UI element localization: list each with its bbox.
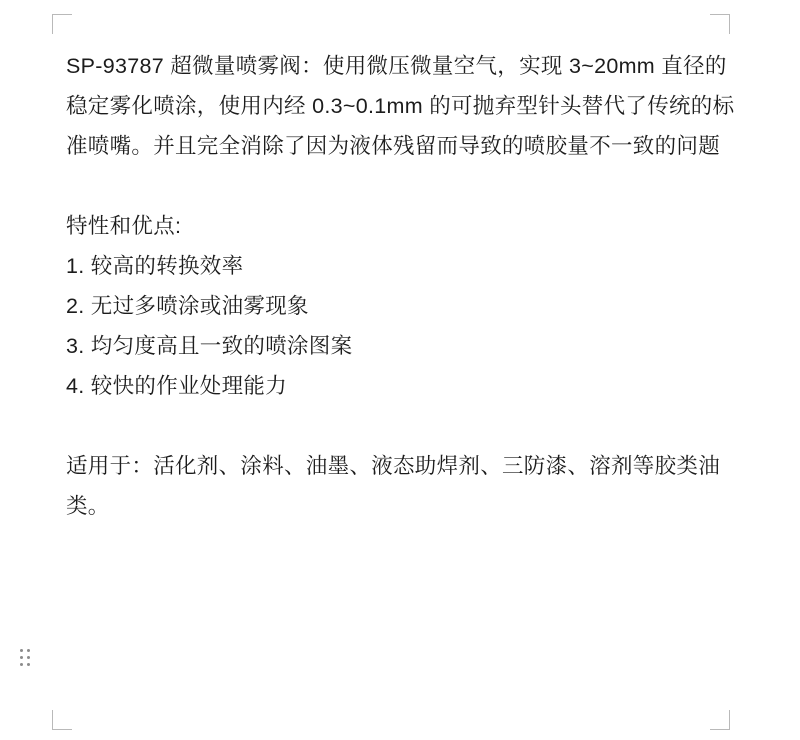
document-content xyxy=(66,46,736,526)
intro-paragraph: SP-93787 超微量喷雾阀：使用微压微量空气，实现 3~20mm 直径的稳定雾化喷涂，使用内经 0.3~0.1mm 的可抛弃型针头替代了传统的标准喷嘴。并且完全消除了因为液体残留而导致的喷胶量不一致的问题 xyxy=(66,54,735,158)
feature-item-1: 1. 较高的转换效率 xyxy=(66,254,244,278)
application-paragraph: 适用于：活化剂、涂料、油墨、液态助焊剂、三防漆、溶剂等胶类油类。 xyxy=(66,454,721,518)
features-spacer xyxy=(66,406,736,446)
drag-dot xyxy=(27,656,30,659)
paragraph-spacer xyxy=(66,166,736,206)
drag-dot xyxy=(27,663,30,666)
drag-dot xyxy=(27,649,30,652)
drag-handle[interactable] xyxy=(18,648,32,668)
feature-item-3: 3. 均匀度高且一致的喷涂图案 xyxy=(66,334,353,358)
drag-dot xyxy=(20,649,23,652)
feature-item-2: 2. 无过多喷涂或油雾现象 xyxy=(66,294,309,318)
features-heading: 特性和优点: xyxy=(66,214,182,238)
feature-item-4: 4. 较快的作业处理能力 xyxy=(66,374,288,398)
drag-dot xyxy=(20,663,23,666)
drag-dot xyxy=(20,656,23,659)
